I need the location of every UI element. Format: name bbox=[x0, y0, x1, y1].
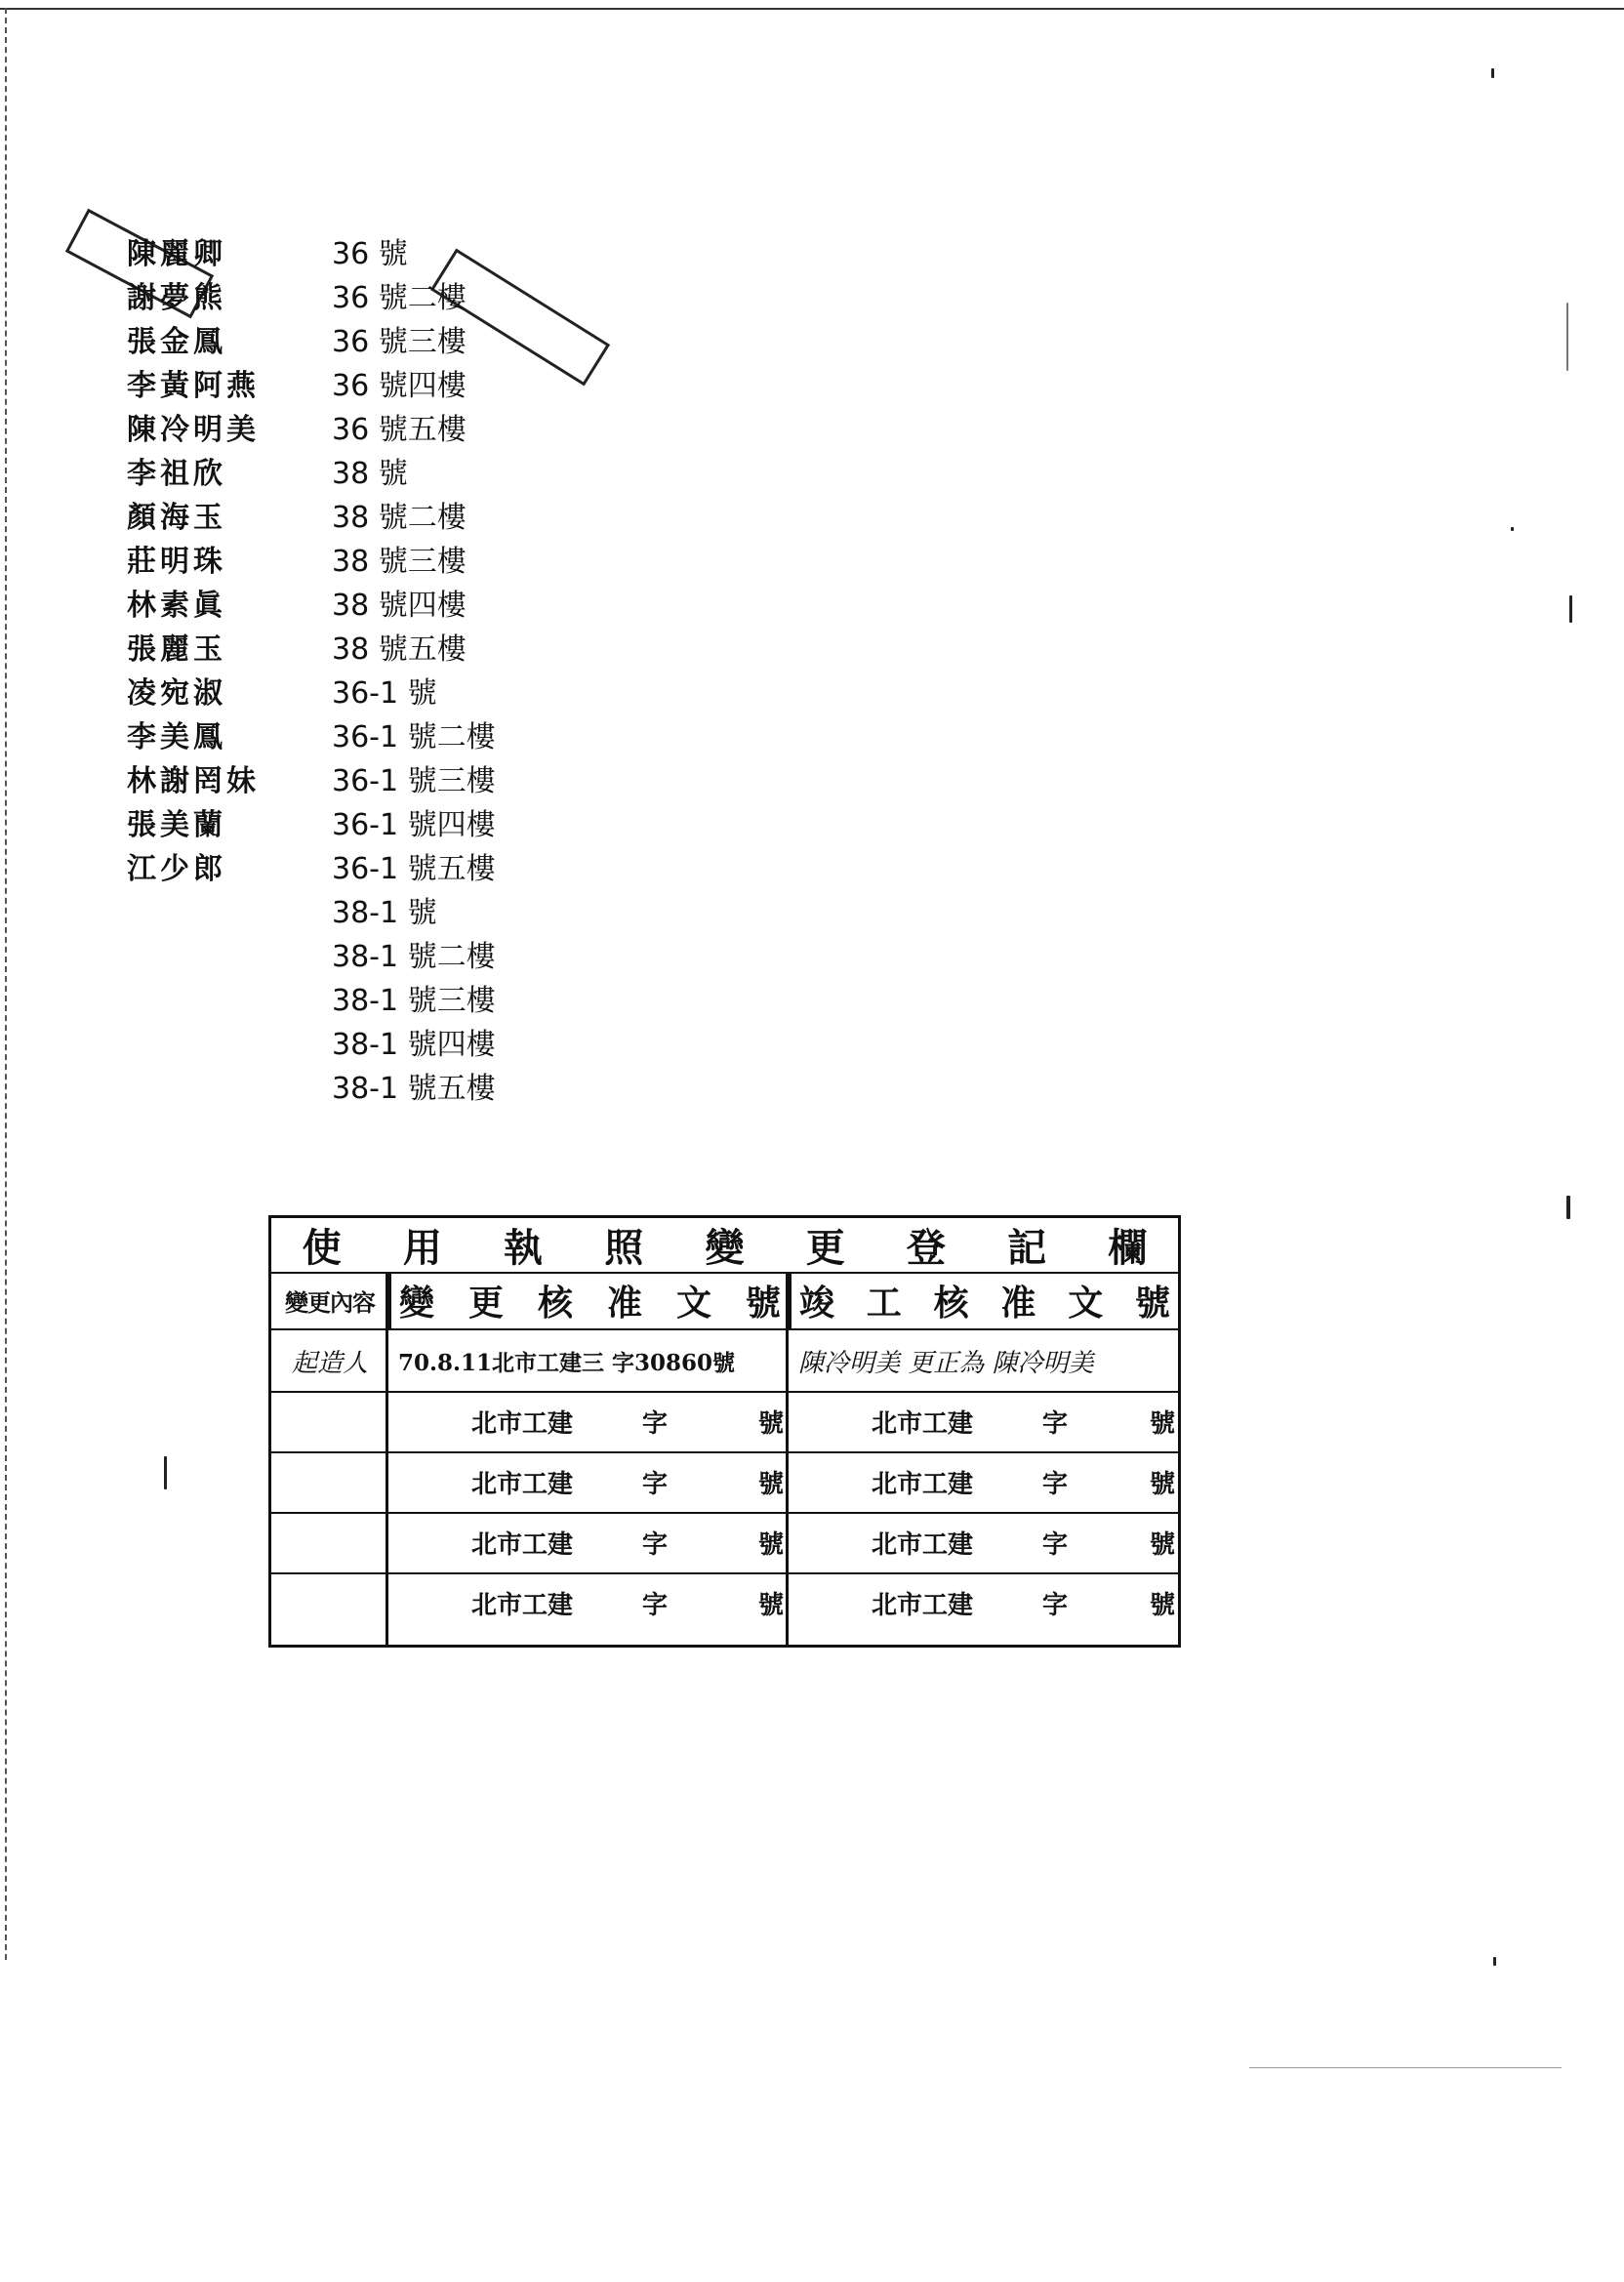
resident-name: 李美鳳 bbox=[127, 720, 226, 754]
agency-label: 北市工建 bbox=[872, 1408, 974, 1439]
resident-name: 張麗玉 bbox=[127, 632, 226, 667]
resident-name: 張美蘭 bbox=[127, 808, 226, 842]
char-label: 字 bbox=[642, 1469, 669, 1499]
number-label: 號 bbox=[757, 1408, 784, 1439]
resident-address: 38-1 號四樓 bbox=[332, 1028, 496, 1062]
header-completion-approval bbox=[789, 1272, 1178, 1330]
char-label: 字 bbox=[1042, 1590, 1069, 1620]
column-divider bbox=[786, 1272, 789, 1645]
number-label: 號 bbox=[1150, 1408, 1176, 1439]
scan-speck bbox=[1493, 1957, 1496, 1966]
title-char: 欄 bbox=[1108, 1225, 1148, 1271]
resident-address: 36 號三樓 bbox=[332, 325, 467, 359]
title-char: 記 bbox=[1007, 1225, 1047, 1271]
header-char: 核 bbox=[537, 1282, 573, 1324]
resident-address: 36 號五樓 bbox=[332, 413, 467, 447]
header-change-approval bbox=[388, 1272, 789, 1330]
char-label: 字 bbox=[642, 1590, 669, 1620]
header-char: 變 bbox=[399, 1282, 435, 1324]
title-char: 用 bbox=[402, 1225, 442, 1271]
resident-address: 38-1 號 bbox=[332, 896, 437, 930]
char-label: 字 bbox=[1042, 1529, 1069, 1560]
resident-address: 36 號二樓 bbox=[332, 281, 467, 315]
resident-address: 36-1 號四樓 bbox=[332, 808, 496, 842]
resident-address: 36-1 號三樓 bbox=[332, 764, 496, 798]
resident-name: 陳冷明美 bbox=[127, 413, 260, 447]
resident-name: 李黃阿燕 bbox=[127, 369, 260, 403]
title-char: 登 bbox=[906, 1225, 946, 1271]
agency-label: 北市工建 bbox=[471, 1529, 574, 1560]
header-char: 竣 bbox=[799, 1282, 835, 1324]
resident-address: 38 號四樓 bbox=[332, 589, 467, 623]
scan-speck bbox=[1566, 1196, 1570, 1219]
number-label: 號 bbox=[757, 1469, 784, 1499]
scan-top-edge bbox=[0, 8, 1624, 10]
scan-speck bbox=[1511, 527, 1514, 531]
title-char: 執 bbox=[504, 1225, 544, 1271]
header-char: 准 bbox=[1000, 1282, 1036, 1324]
scan-left-edge bbox=[5, 8, 7, 1960]
header-char: 工 bbox=[866, 1282, 902, 1324]
resident-address: 38 號五樓 bbox=[332, 632, 467, 667]
header-char: 文 bbox=[1068, 1282, 1104, 1324]
title-char: 變 bbox=[705, 1225, 745, 1271]
char-label: 字 bbox=[642, 1529, 669, 1560]
scan-speck bbox=[164, 1456, 167, 1489]
char-label: 字 bbox=[1042, 1469, 1069, 1499]
resident-address: 36-1 號 bbox=[332, 676, 437, 711]
change-approval-cell bbox=[398, 1451, 784, 1512]
resident-name: 林素眞 bbox=[127, 589, 226, 623]
resident-name: 張金鳳 bbox=[127, 325, 226, 359]
header-char: 核 bbox=[933, 1282, 969, 1324]
resident-name: 凌宛淑 bbox=[127, 676, 226, 711]
header-change-content: 變更內容 bbox=[271, 1272, 388, 1330]
resident-name: 謝夢熊 bbox=[127, 281, 226, 315]
resident-address: 38-1 號五樓 bbox=[332, 1072, 496, 1106]
number-label: 號 bbox=[757, 1529, 784, 1560]
column-divider bbox=[386, 1272, 388, 1645]
completion-approval-cell bbox=[798, 1572, 1174, 1633]
change-approval-cell: 70.8.11北市工建三 字30860號 bbox=[398, 1349, 736, 1376]
resident-name: 顏海玉 bbox=[127, 501, 226, 535]
header-char: 文 bbox=[675, 1282, 711, 1324]
scan-speck bbox=[1491, 68, 1494, 78]
completion-approval-cell: 陳冷明美 更正為 陳冷明美 bbox=[798, 1348, 1094, 1378]
resident-address: 38 號二樓 bbox=[332, 501, 467, 535]
agency-label: 北市工建 bbox=[872, 1469, 974, 1499]
resident-address: 38-1 號二樓 bbox=[332, 940, 496, 974]
resident-address: 38 號三樓 bbox=[332, 545, 467, 579]
header-char: 號 bbox=[745, 1282, 781, 1324]
number-label: 號 bbox=[757, 1590, 784, 1620]
number-label: 號 bbox=[1150, 1469, 1176, 1499]
title-char: 使 bbox=[302, 1225, 342, 1271]
resident-address: 38 號 bbox=[332, 457, 408, 491]
scan-rule bbox=[1566, 303, 1568, 371]
scan-rule bbox=[1249, 2067, 1562, 2068]
number-label: 號 bbox=[1150, 1529, 1176, 1560]
agency-label: 北市工建 bbox=[872, 1590, 974, 1620]
table-title bbox=[271, 1218, 1178, 1274]
completion-approval-cell bbox=[798, 1391, 1174, 1451]
agency-label: 北市工建 bbox=[872, 1529, 974, 1560]
resident-address: 36 號四樓 bbox=[332, 369, 467, 403]
agency-label: 北市工建 bbox=[471, 1408, 574, 1439]
number-label: 號 bbox=[1150, 1590, 1176, 1620]
scan-speck bbox=[1569, 595, 1572, 623]
resident-name: 江少郎 bbox=[127, 852, 226, 886]
completion-approval-cell bbox=[798, 1512, 1174, 1572]
title-char: 照 bbox=[604, 1225, 644, 1271]
header-char: 准 bbox=[606, 1282, 642, 1324]
header-char: 更 bbox=[467, 1282, 504, 1324]
resident-address: 36-1 號二樓 bbox=[332, 720, 496, 754]
change-approval-cell bbox=[398, 1512, 784, 1572]
agency-label: 北市工建 bbox=[471, 1469, 574, 1499]
license-change-registration-table bbox=[268, 1215, 1181, 1648]
resident-address: 38-1 號三樓 bbox=[332, 984, 496, 1018]
change-approval-cell bbox=[398, 1391, 784, 1451]
title-char: 更 bbox=[805, 1225, 845, 1271]
char-label: 字 bbox=[642, 1408, 669, 1439]
resident-name: 林謝罔妹 bbox=[127, 764, 260, 798]
change-content-cell: 起造人 bbox=[291, 1348, 368, 1378]
resident-name: 李祖欣 bbox=[127, 457, 226, 491]
completion-approval-cell bbox=[798, 1451, 1174, 1512]
resident-name: 陳麗卿 bbox=[127, 237, 226, 271]
char-label: 字 bbox=[1042, 1408, 1069, 1439]
agency-label: 北市工建 bbox=[471, 1590, 574, 1620]
header-char: 號 bbox=[1134, 1282, 1170, 1324]
change-approval-cell bbox=[398, 1572, 784, 1633]
resident-address: 36-1 號五樓 bbox=[332, 852, 496, 886]
resident-address: 36 號 bbox=[332, 237, 408, 271]
resident-name: 莊明珠 bbox=[127, 545, 226, 579]
